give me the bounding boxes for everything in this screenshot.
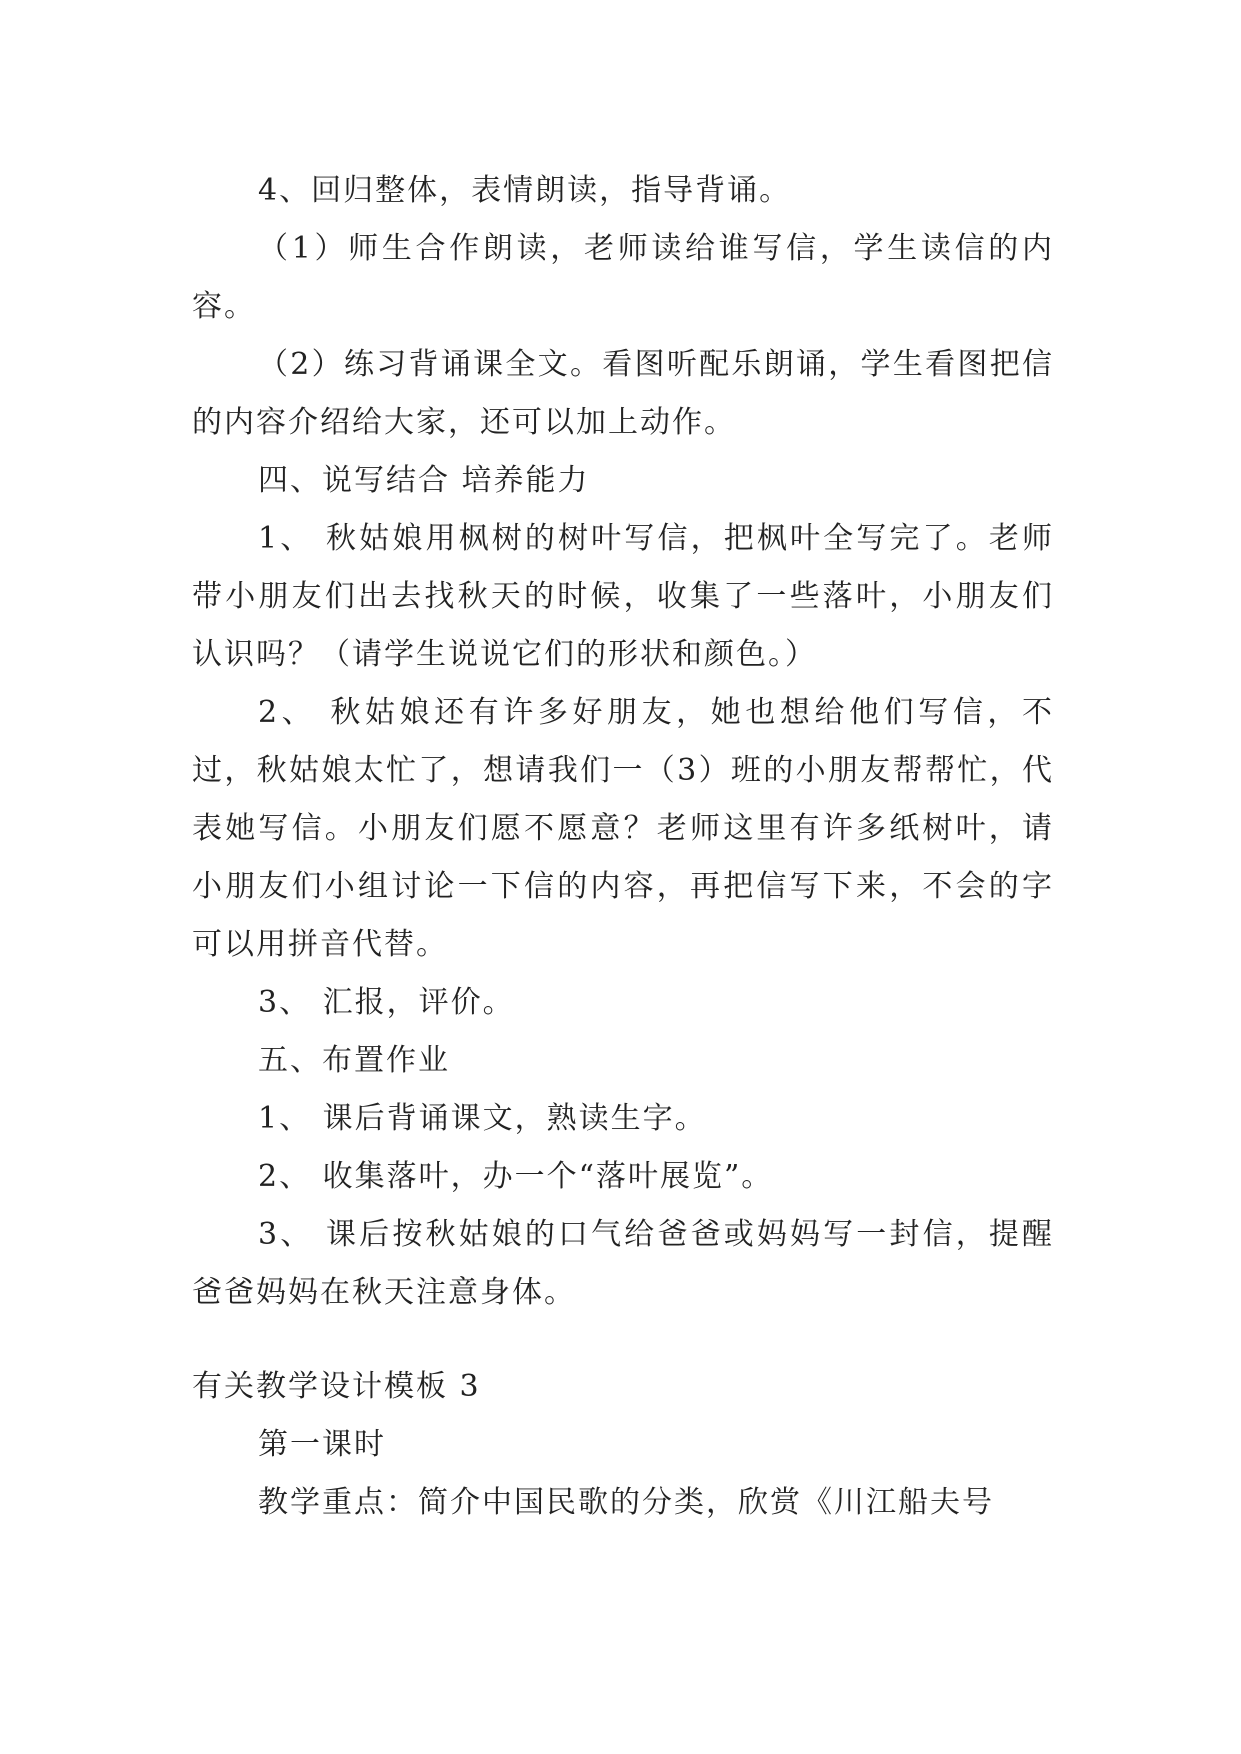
paragraph-step-4: 4、回归整体，表情朗读，指导背诵。 (258, 173, 792, 208)
section-gap (192, 1322, 1054, 1358)
paragraph-four-3: 3、 汇报，评价。 (258, 985, 515, 1020)
paragraph-four-2: 2、 秋姑娘还有许多好朋友，她也想给他们写信，不过，秋姑娘太忙了，想请我们一（3）班的小朋友帮帮忙，代表她写信。小朋友们愿不愿意？老师这里有许多纸树叶，请小朋友们小组讨论一下信的内容，再把信写下来，不会的字可以用拼音代替。 (192, 695, 1054, 962)
paragraph-five-1: 1、 课后背诵课文，熟读生字。 (258, 1101, 707, 1136)
document-body (192, 162, 1054, 1532)
paragraph-step-4-1: （1）师生合作朗读，老师读给谁写信，学生读信的内容。 (192, 231, 1054, 324)
section-title: 有关教学设计模板 3 (192, 1369, 481, 1404)
paragraph-five-3: 3、 课后按秋姑娘的口气给爸爸或妈妈写一封信，提醒爸爸妈妈在秋天注意身体。 (192, 1217, 1054, 1310)
heading-section-five: 五、布置作业 (258, 1043, 450, 1078)
paragraph-step-4-2: （2）练习背诵课全文。看图听配乐朗诵，学生看图把信的内容介绍给大家，还可以加上动作。 (192, 347, 1054, 440)
paragraph-five-2: 2、 收集落叶，办一个“落叶展览”。 (258, 1159, 774, 1194)
heading-section-four: 四、说写结合 培养能力 (258, 463, 590, 498)
lesson-period-heading: 第一课时 (258, 1427, 386, 1462)
teaching-focus-paragraph: 教学重点：简介中国民歌的分类，欣赏《川江船夫号 (258, 1485, 994, 1520)
paragraph-four-1: 1、 秋姑娘用枫树的树叶写信，把枫叶全写完了。老师带小朋友们出去找秋天的时候，收集了一些落叶，小朋友们认识吗？（请学生说说它们的形状和颜色。） (192, 521, 1054, 672)
